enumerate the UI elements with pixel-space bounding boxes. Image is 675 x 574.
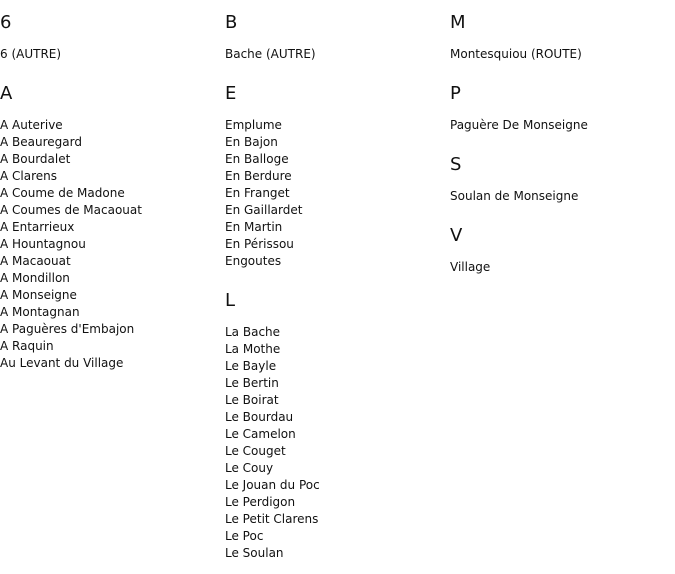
place-list [225, 117, 445, 270]
place-list [450, 259, 670, 276]
letter-section [225, 290, 445, 562]
letter-heading: L [225, 290, 236, 311]
place-link[interactable]: En Balloge [225, 152, 289, 166]
index-column-3 [450, 0, 670, 276]
place-link[interactable]: Au Levant du Village [0, 356, 124, 370]
place-link[interactable]: A Hountagnou [0, 237, 86, 251]
place-link[interactable]: A Coumes de Macaouat [0, 203, 142, 217]
letter-section [450, 154, 670, 205]
letter-heading: 6 [0, 12, 12, 33]
place-link[interactable]: Le Couy [225, 461, 274, 475]
letter-heading: E [225, 83, 237, 104]
place-list [0, 117, 220, 372]
letter-heading: B [225, 12, 238, 33]
letter-section [450, 225, 670, 276]
letter-section [0, 83, 220, 372]
place-link[interactable]: A Entarrieux [0, 220, 75, 234]
place-link[interactable]: A Montagnan [0, 305, 80, 319]
letter-heading: A [0, 83, 13, 104]
letter-section [225, 12, 445, 63]
letter-heading: M [450, 12, 466, 33]
place-link[interactable]: Montesquiou (ROUTE) [450, 47, 582, 61]
place-link[interactable]: A Clarens [0, 169, 57, 183]
place-link[interactable]: A Bourdalet [0, 152, 71, 166]
letter-section [450, 12, 670, 63]
place-link[interactable]: A Macaouat [0, 254, 71, 268]
letter-heading: V [450, 225, 463, 246]
place-link[interactable]: En Berdure [225, 169, 292, 183]
letter-section [450, 83, 670, 134]
place-link[interactable]: Le Jouan du Poc [225, 478, 320, 492]
index-column-1 [0, 0, 220, 372]
place-link[interactable]: A Paguères d'Embajon [0, 322, 135, 336]
place-link[interactable]: Le Bertin [225, 376, 279, 390]
place-link[interactable]: En Martin [225, 220, 283, 234]
place-link[interactable]: Village [450, 260, 491, 274]
place-link[interactable]: Le Petit Clarens [225, 512, 319, 526]
place-link[interactable]: Le Bayle [225, 359, 277, 373]
letter-heading: S [450, 154, 462, 175]
place-link[interactable]: 6 (AUTRE) [0, 47, 62, 61]
place-link[interactable]: Soulan de Monseigne [450, 189, 579, 203]
place-link[interactable]: A Mondillon [0, 271, 70, 285]
place-link[interactable]: A Monseigne [0, 288, 77, 302]
place-link[interactable]: Le Boirat [225, 393, 279, 407]
place-link[interactable]: En Gaillardet [225, 203, 303, 217]
place-link[interactable]: En Franget [225, 186, 290, 200]
place-link[interactable]: En Périssou [225, 237, 294, 251]
index-column-2 [225, 0, 445, 562]
place-link[interactable]: Le Poc [225, 529, 264, 543]
place-link[interactable]: La Bache [225, 325, 281, 339]
letter-section [225, 83, 445, 270]
place-list [450, 46, 670, 63]
place-link[interactable]: En Bajon [225, 135, 278, 149]
place-link[interactable]: A Raquin [0, 339, 54, 353]
place-link[interactable]: A Beauregard [0, 135, 82, 149]
place-list [450, 117, 670, 134]
place-link[interactable]: Paguère De Monseigne [450, 118, 588, 132]
place-link[interactable]: Bache (AUTRE) [225, 47, 316, 61]
place-link[interactable]: A Coume de Madone [0, 186, 125, 200]
place-list [225, 324, 445, 562]
letter-heading: P [450, 83, 461, 104]
place-link[interactable]: Le Bourdau [225, 410, 294, 424]
place-list [450, 188, 670, 205]
place-link[interactable]: Le Soulan [225, 546, 284, 560]
place-link[interactable]: La Mothe [225, 342, 281, 356]
place-link[interactable]: A Auterive [0, 118, 63, 132]
place-link[interactable]: Le Couget [225, 444, 286, 458]
place-link[interactable]: Le Camelon [225, 427, 296, 441]
place-list [0, 46, 220, 63]
place-list [225, 46, 445, 63]
place-link[interactable]: Le Perdigon [225, 495, 296, 509]
letter-section [0, 12, 220, 63]
place-link[interactable]: Emplume [225, 118, 282, 132]
place-link[interactable]: Engoutes [225, 254, 282, 268]
